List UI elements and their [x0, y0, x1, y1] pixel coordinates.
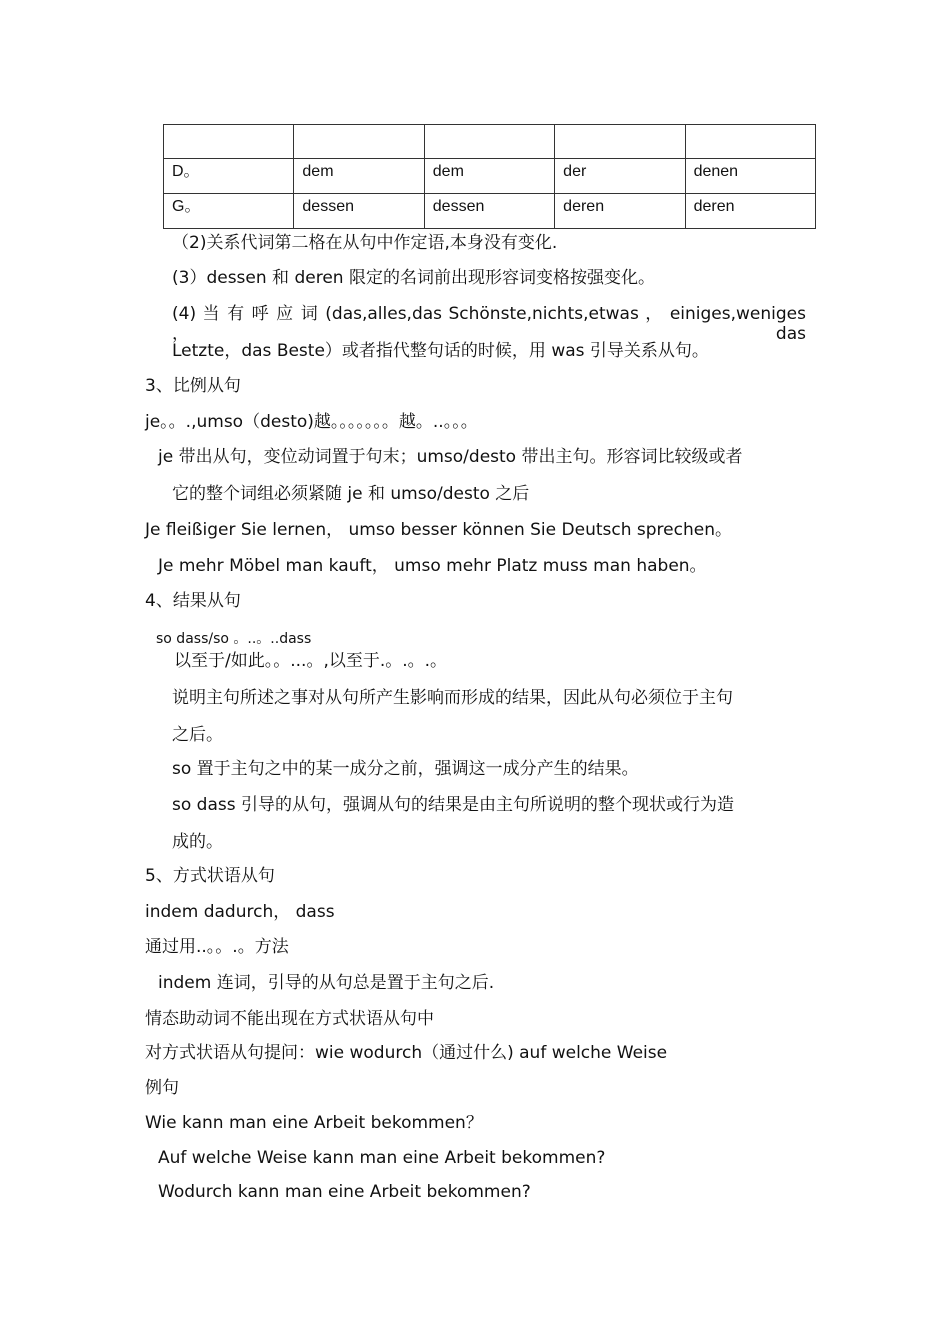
table-cell: der [555, 159, 685, 194]
table-cell [555, 125, 685, 159]
section-heading: 3、比例从句 [145, 376, 241, 396]
paragraph: 以至于/如此。。...。,以至于.。.。.。 [174, 651, 448, 671]
table-cell-case: G。 [164, 194, 294, 229]
paragraph: Letzte，das Beste）或者指代整句话的时候，用 was 引导关系从句。 [172, 341, 709, 361]
table-cell [424, 125, 554, 159]
table-row [164, 159, 816, 194]
table-cell [685, 125, 815, 159]
paragraph: je。。.,umso（desto)越。。。。。。。越。..。。。 [145, 412, 478, 432]
paragraph: 它的整个词组必须紧随 je 和 umso/desto 之后 [172, 484, 530, 504]
table-cell: dessen [424, 194, 554, 229]
paragraph: je 带出从句，变位动词置于句末；umso/desto 带出主句。形容词比较级或者 [158, 447, 743, 467]
paragraph: so dass 引导的从句，强调从句的结果是由主句所说明的整个现状或行为造 [172, 795, 734, 815]
table-cell: denen [685, 159, 815, 194]
section-heading: 5、方式状语从句 [145, 866, 275, 886]
table-cell: dessen [294, 194, 424, 229]
example-sentence: Auf welche Weise kann man eine Arbeit bekommen? [158, 1148, 606, 1168]
table-cell: dem [424, 159, 554, 194]
example-sentence: Je fleißiger Sie lernen， umso besser können Sie Deutsch sprechen。 [145, 520, 732, 540]
paragraph: (4) 当 有 呼 应 词 (das,alles,das Schönste,nichts,etwas ， einiges,weniges ， das [172, 304, 806, 344]
paragraph: so dass/so 。..。..dass [156, 631, 312, 647]
table-cell: deren [685, 194, 815, 229]
example-sentence: Wodurch kann man eine Arbeit bekommen? [158, 1182, 531, 1202]
table-row [164, 125, 816, 159]
table-cell [164, 125, 294, 159]
paragraph: (3）dessen 和 deren 限定的名词前出现形容词变格按强变化。 [172, 268, 655, 288]
paragraph: indem dadurch， dass [145, 902, 335, 922]
paragraph: indem 连词，引导的从句总是置于主句之后. [158, 973, 495, 993]
table-row [164, 194, 816, 229]
table-cell: deren [555, 194, 685, 229]
paragraph: （2)关系代词第二格在从句中作定语,本身没有变化. [172, 233, 558, 253]
paragraph: 说明主句所述之事对从句所产生影响而形成的结果，因此从句必须位于主句 [172, 688, 733, 708]
paragraph: so 置于主句之中的某一成分之前，强调这一成分产生的结果。 [172, 759, 639, 779]
table-cell: dem [294, 159, 424, 194]
paragraph: 情态助动词不能出现在方式状语从句中 [145, 1009, 434, 1029]
example-sentence: Je mehr Möbel man kauft， umso mehr Platz muss man haben。 [158, 556, 707, 576]
paragraph: 对方式状语从句提问：wie wodurch（通过什么) auf welche Weise [145, 1043, 668, 1063]
paragraph: 之后。 [172, 725, 223, 745]
paragraph: 成的。 [172, 832, 223, 852]
table-cell [294, 125, 424, 159]
paragraph: 通过用..。。.。方法 [145, 937, 289, 957]
table-cell-case: D。 [164, 159, 294, 194]
declension-table [163, 124, 816, 229]
section-heading: 4、结果从句 [145, 591, 241, 611]
paragraph: 例句 [145, 1078, 179, 1098]
example-sentence: Wie kann man eine Arbeit bekommen？ [145, 1113, 483, 1133]
